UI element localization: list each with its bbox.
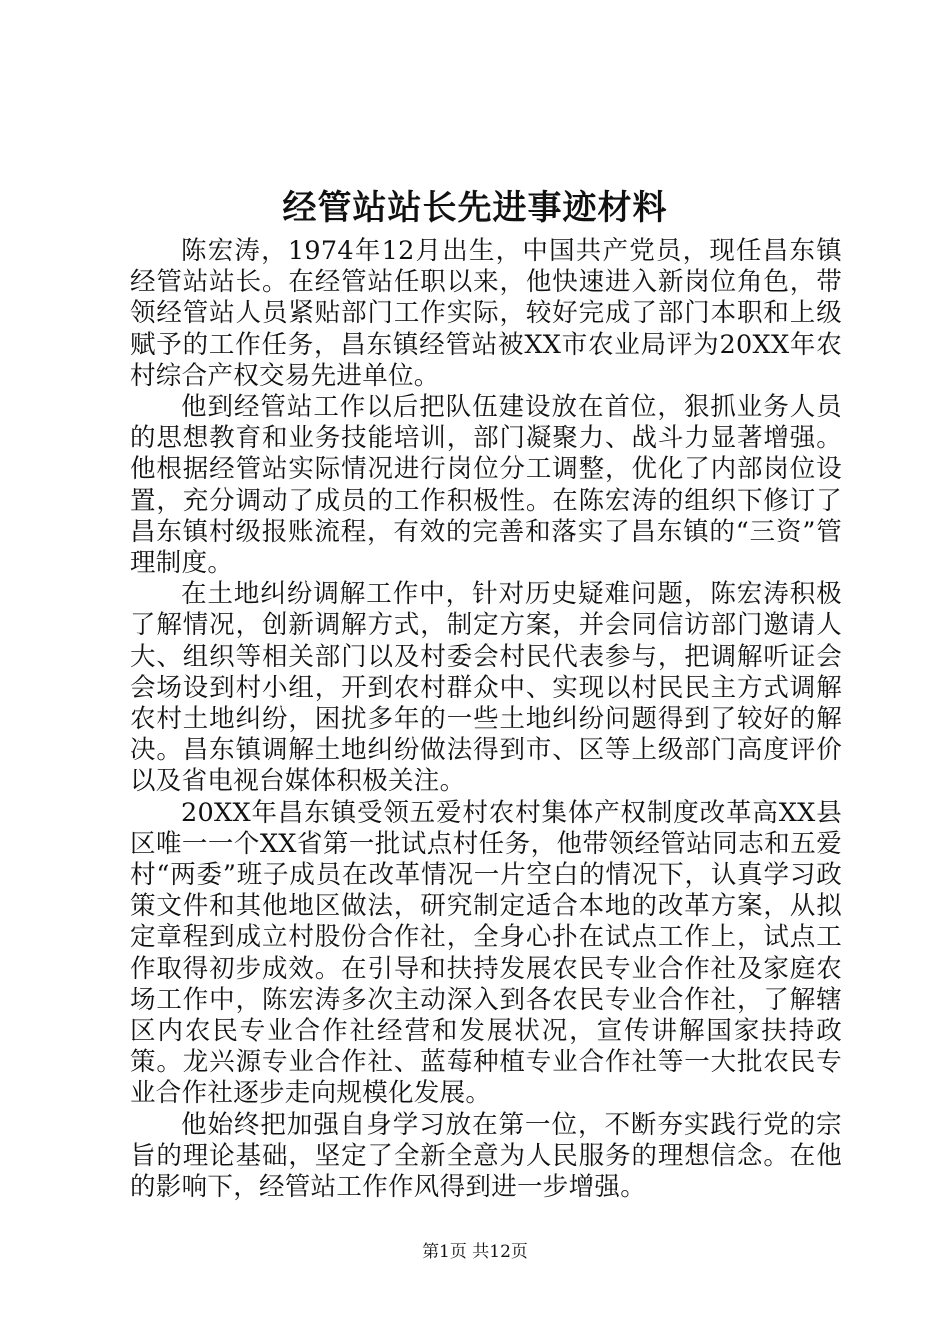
paragraph-2: 他到经管站工作以后把队伍建设放在首位，狠抓业务人员的思想教育和业务技能培训，部门凝聚力、战斗力显著增强。他根据经管站实际情况进行岗位分工调整，优化了内部岗位设置，充分调动了成员的工作积极性。在陈宏涛的组织下修订了昌东镇村级报账流程，有效的完善和落实了昌东镇的“三资”管理制度。 — [130, 392, 842, 579]
paragraph-1: 陈宏涛，1974年12月出生，中国共产党员，现任昌东镇经管站站长。在经管站任职以来，他快速进入新岗位角色，带领经管站人员紧贴部门工作实际，较好完成了部门本职和上级赋予的工作任务，昌东镇经管站被XX市农业局评为20XX年农村综合产权交易先进单位。 — [130, 236, 842, 391]
document-title: 经管站站长先进事迹材料 — [282, 188, 668, 228]
document-body — [130, 236, 842, 1203]
paragraph-4: 20XX年昌东镇受领五爱村农村集体产权制度改革高XX县区唯一一个XX省第一批试点村任务，他带领经管站同志和五爱村“两委”班子成员在改革情况一片空白的情况下，认真学习政策文件和其他地区做法，研究制定适合本地的改革方案，从拟定章程到成立村股份合作社，全身心扑在试点工作上，试点工作取得初步成效。在引导和扶持发展农民专业合作社及家庭农场工作中，陈宏涛多次主动深入到各农民专业合作社，了解辖区内农民专业合作社经营和发展状况，宣传讲解国家扶持政策。龙兴源专业合作社、蓝莓种植专业合作社等一大批农民专业合作社逐步走向规模化发展。 — [130, 797, 842, 1109]
page-footer: 第1页 共12页 — [422, 1242, 528, 1262]
paragraph-3: 在土地纠纷调解工作中，针对历史疑难问题，陈宏涛积极了解情况，创新调解方式，制定方案，并会同信访部门邀请人大、组织等相关部门以及村委会村民代表参与，把调解听证会会场设到村小组，开到农村群众中、实现以村民民主方式调解农村土地纠纷，困扰多年的一些土地纠纷问题得到了较好的解决。昌东镇调解土地纠纷做法得到市、区等上级部门高度评价以及省电视台媒体积极关注。 — [130, 579, 842, 797]
paragraph-5: 他始终把加强自身学习放在第一位，不断夯实践行党的宗旨的理论基础，坚定了全新全意为人民服务的理想信念。在他的影响下，经管站工作作风得到进一步增强。 — [130, 1109, 842, 1203]
